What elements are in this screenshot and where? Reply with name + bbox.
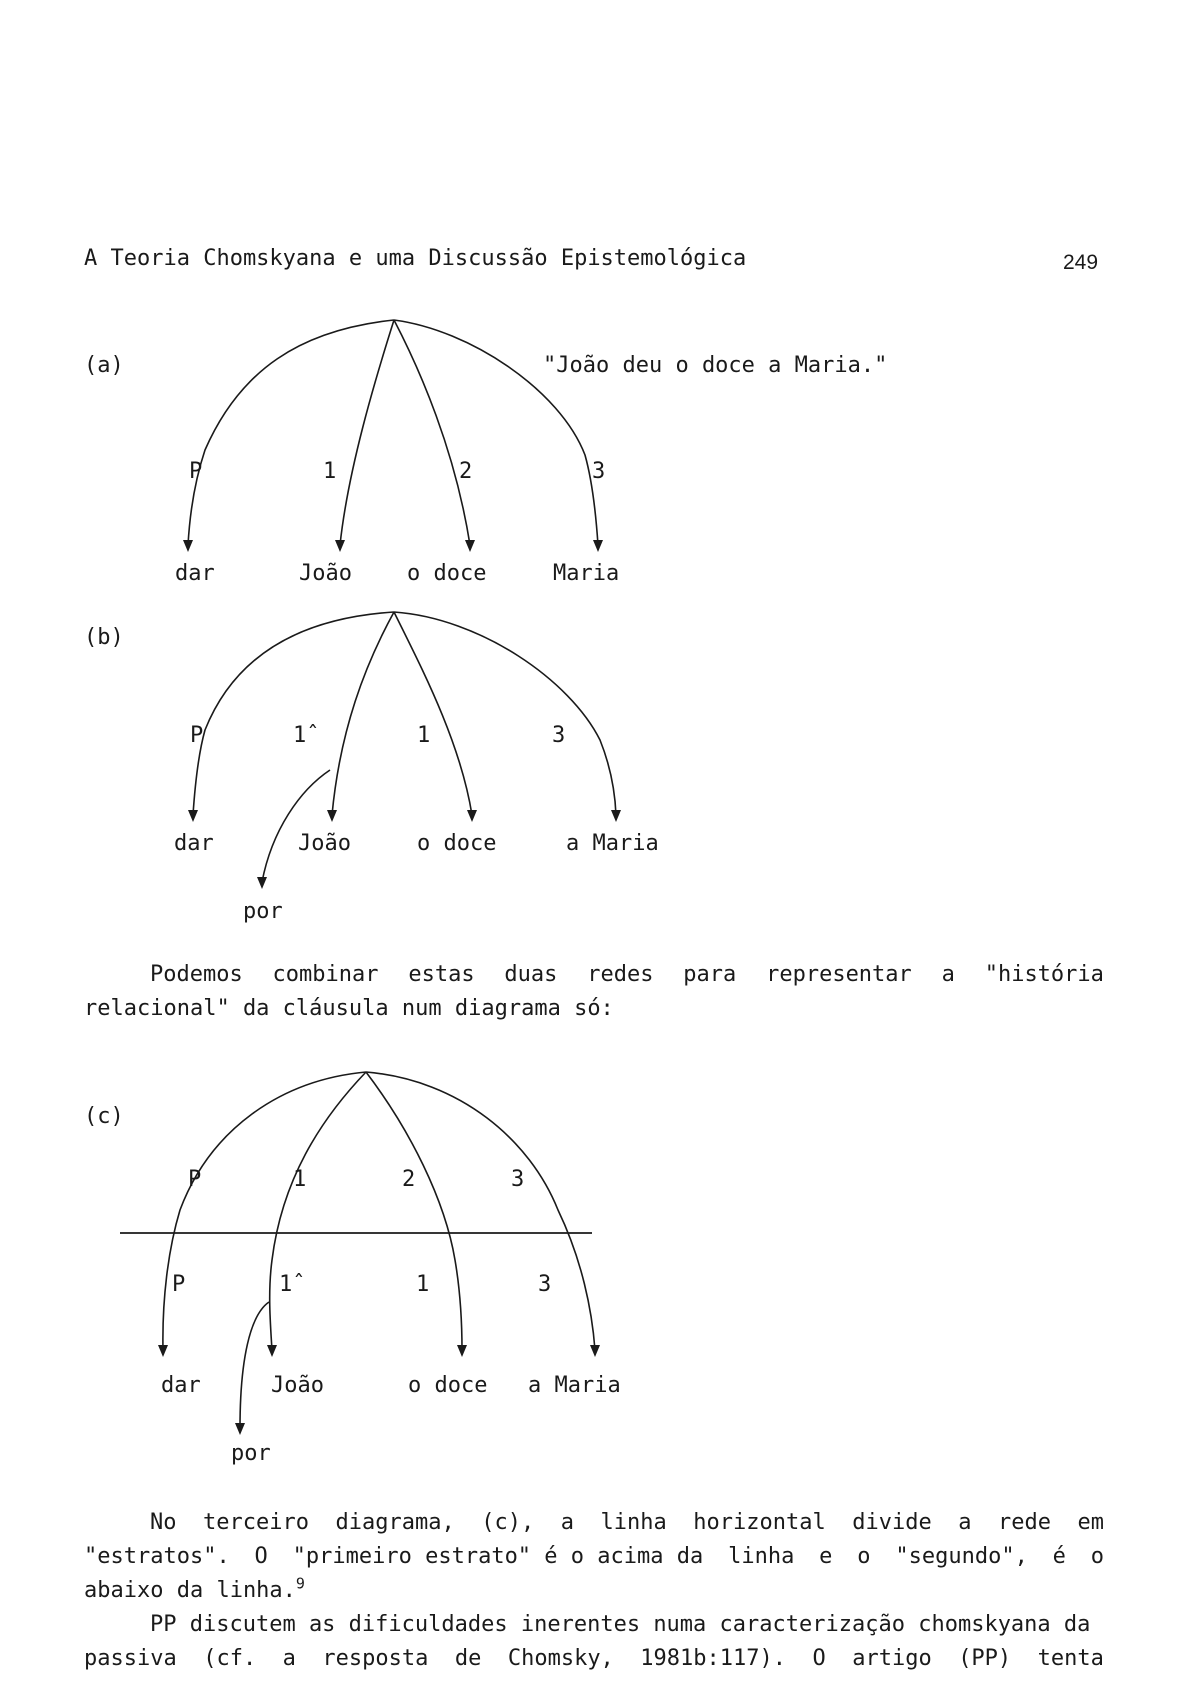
- arc-c-p: [163, 1072, 366, 1350]
- node-c-o-doce: o doce: [408, 1373, 488, 1398]
- diagram-a-sentence: "João deu o doce a Maria.": [543, 353, 888, 378]
- arc-label-c-lower-1hat: 1̂: [279, 1272, 293, 1297]
- arc-label-b-p: P: [190, 723, 204, 748]
- paragraph-pp-discuss: [84, 1608, 1104, 1676]
- arc-label-c-lower-3: 3: [538, 1272, 552, 1297]
- paragraph-pp-discuss-line-1: PP discutem as dificuldades inerentes numa caracterização chomskyana da: [150, 1612, 1091, 1637]
- node-c-dar: dar: [161, 1373, 201, 1398]
- node-b-a-maria: a Maria: [566, 831, 659, 856]
- node-b-dar: dar: [174, 831, 214, 856]
- node-c-a-maria: a Maria: [528, 1373, 621, 1398]
- page-number: 249: [1063, 251, 1099, 274]
- diagram-c-label: (c): [84, 1104, 124, 1129]
- node-b-o-doce: o doce: [417, 831, 497, 856]
- arc-c-3: [366, 1072, 595, 1350]
- arc-label-c-upper-2: 2: [402, 1167, 416, 1192]
- arc-label-c-upper-1: 1: [293, 1167, 307, 1192]
- arc-label-a-p: P: [189, 459, 203, 484]
- node-a-joao: João: [299, 561, 352, 586]
- paragraph-third-diagram: [84, 1506, 1104, 1608]
- node-a-dar: dar: [175, 561, 215, 586]
- arc-label-a-2: 2: [459, 459, 473, 484]
- arc-label-c-lower-p: P: [172, 1272, 186, 1297]
- arc-label-b-1: 1: [417, 723, 431, 748]
- paragraph-third-diagram-line-2: "estratos". O "primeiro estrato" é o acima da linha e o "segundo", é o: [84, 1544, 1104, 1569]
- paragraph-third-diagram-line-1: No terceiro diagrama, (c), a linha horizontal divide a rede em: [150, 1510, 1104, 1535]
- arc-label-a-3: 3: [592, 459, 606, 484]
- arc-c-1: [270, 1072, 366, 1350]
- node-a-maria: Maria: [553, 561, 620, 586]
- paragraph-combine-line-1: Podemos combinar estas duas redes para representar a "história: [150, 962, 1104, 987]
- node-a-o-doce: o doce: [407, 561, 487, 586]
- running-title: A Teoria Chomskyana e uma Discussão Epistemológica: [84, 246, 747, 271]
- node-c-por: por: [231, 1441, 271, 1466]
- diagram-b-label: (b): [84, 625, 124, 650]
- node-c-joao: João: [271, 1373, 324, 1398]
- arc-c-por: [240, 1302, 269, 1428]
- arc-label-a-1: 1: [323, 459, 337, 484]
- arc-label-b-3: 3: [552, 723, 566, 748]
- diagram-a-label: (a): [84, 353, 124, 378]
- arc-c-2: [366, 1072, 462, 1350]
- arc-label-b-1hat: 1̂: [293, 723, 307, 748]
- arc-label-c-upper-p: P: [188, 1167, 202, 1192]
- node-b-joao: João: [298, 831, 351, 856]
- paragraph-combine-line-2: relacional" da cláusula num diagrama só:: [84, 996, 614, 1021]
- node-b-por: por: [243, 899, 283, 924]
- arc-label-c-upper-3: 3: [511, 1167, 525, 1192]
- arc-label-c-lower-1: 1: [416, 1272, 430, 1297]
- paragraph-pp-discuss-line-2: passiva (cf. a resposta de Chomsky, 1981b:117). O artigo (PP) tenta: [84, 1646, 1104, 1671]
- footnote-ref-9[interactable]: 9: [295, 1574, 305, 1593]
- paragraph-third-diagram-line-3: abaixo da linha.$^9$: [84, 1574, 305, 1603]
